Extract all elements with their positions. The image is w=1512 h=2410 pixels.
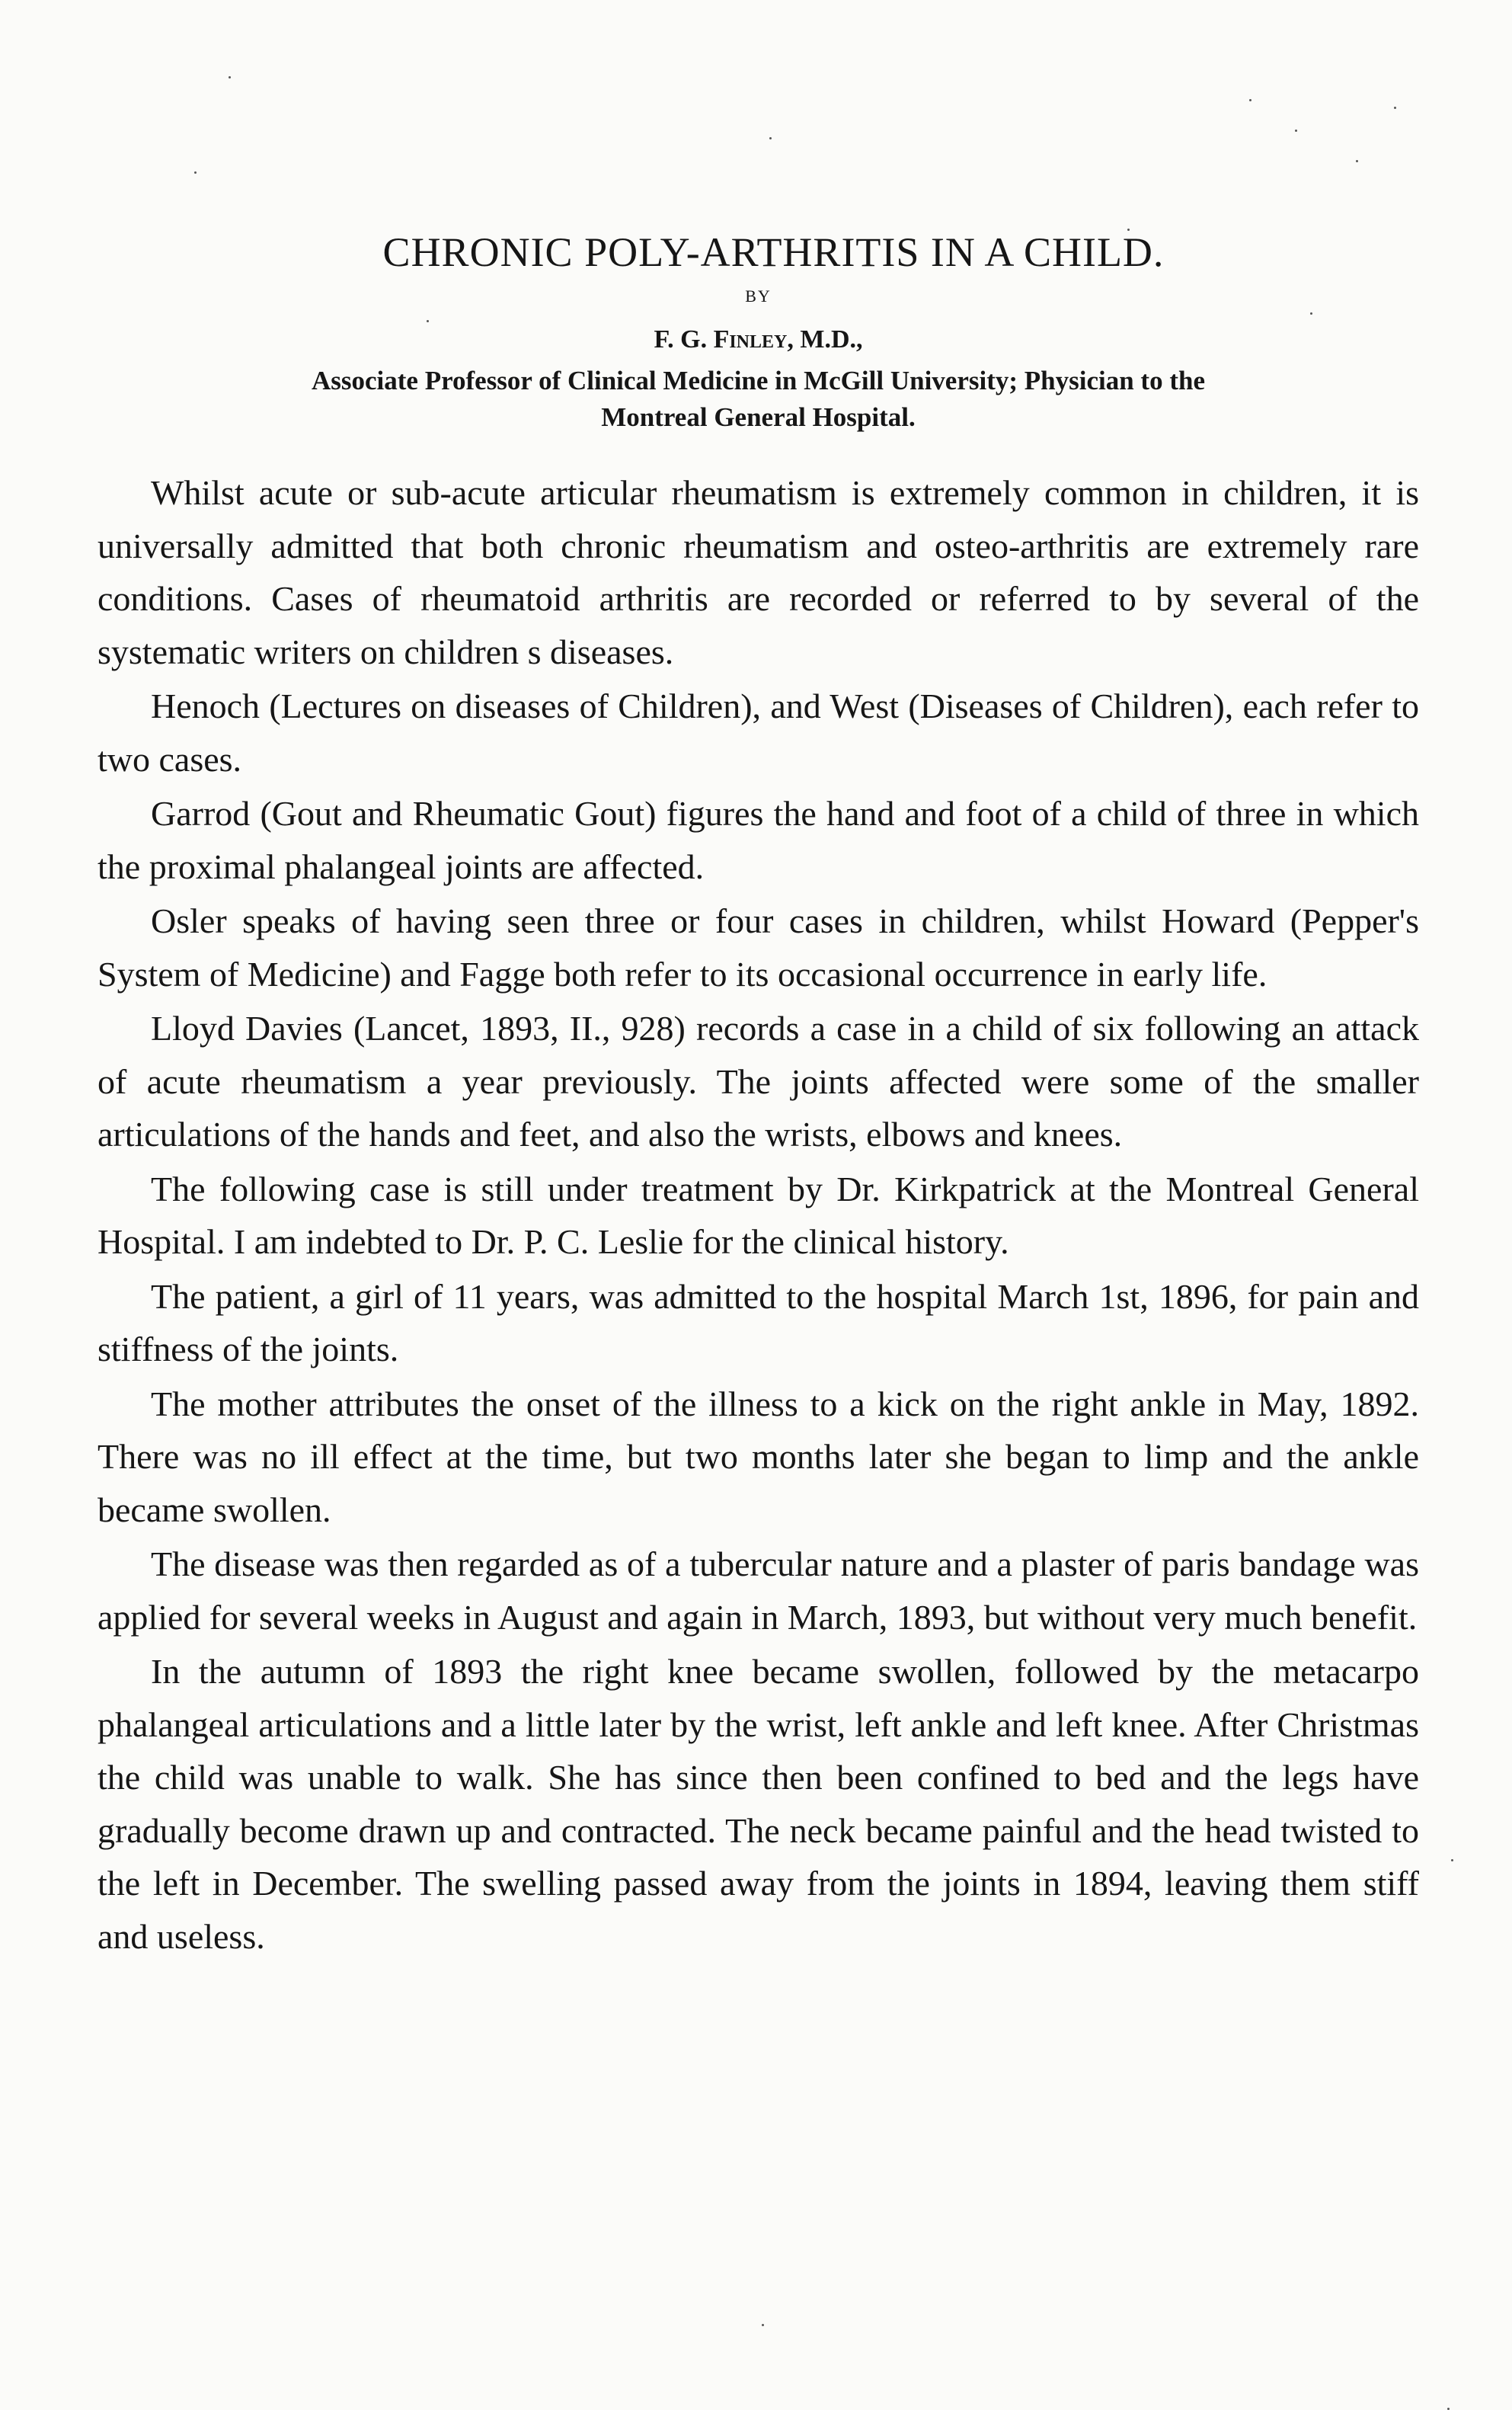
paragraph: The patient, a girl of 11 years, was admitted to the hospital March 1st, 1896, for pain and stiffness of the joints.	[97, 1276, 1419, 1368]
affiliation-line: Montreal General Hospital.	[601, 402, 916, 432]
paragraph: The mother attributes the onset of the illness to a kick on the right ankle in May, 1892. There was no ill effect at the time, but two months later she began to limp and the ankle became swollen.	[97, 1384, 1419, 1529]
paragraph: The following case is still under treatment by Dr. Kirkpatrick at the Montreal General Hospital. I am indebted to Dr. P. C. Leslie for the clinical history.	[97, 1169, 1419, 1261]
paragraph: In the autumn of 1893 the right knee became swollen, followed by the metacarpo phalangeal articulations and a little later by the wrist, left ankle and left knee. After Christmas the child was unable to walk. She has since then been confined to bed and the legs have gradually become drawn up and contracted. The neck became painful and the head twisted to the left in December. The swelling passed away from the joints in 1894, leaving them stiff and useless.	[97, 1652, 1419, 1956]
paragraph: Henoch (Lectures on diseases of Children), and West (Diseases of Children), each refer to two cases.	[97, 687, 1419, 779]
paragraph: The disease was then regarded as of a tubercular nature and a plaster of paris bandage was applied for several weeks in August and again in March, 1893, but without very much benefit.	[97, 1544, 1419, 1637]
article-body	[97, 466, 1419, 1963]
paragraph: Whilst acute or sub-acute articular rheumatism is extremely common in children, it is universally admitted that both chronic rheumatism and osteo-arthritis are extremely rare conditions. Cases of rheumatoid arthritis are recorded or referred to by several of the systematic writers on children s diseases.	[97, 473, 1419, 671]
author-affiliation	[97, 363, 1419, 436]
article-title: CHRONIC POLY-ARTHRITIS IN A CHILD.	[382, 229, 1165, 275]
affiliation-line: Associate Professor of Clinical Medicine in McGill University; Physician to the	[312, 366, 1205, 395]
byline-label: BY	[745, 286, 772, 306]
author-name: F. G. Finley, M.D.,	[654, 325, 863, 354]
paragraph: Osler speaks of having seen three or four cases in children, whilst Howard (Pepper's System of Medicine) and Fagge both refer to its occasional occurrence in early life.	[97, 901, 1419, 994]
paragraph: Lloyd Davies (Lancet, 1893, II., 928) records a case in a child of six following an attack of acute rheumatism a year previously. The joints affected were some of the smaller articulations of the hands and feet, and also the wrists, elbows and knees.	[97, 1009, 1419, 1154]
paragraph: Garrod (Gout and Rheumatic Gout) figures the hand and foot of a child of three in which the proximal phalangeal joints are affected.	[97, 794, 1419, 886]
document-page	[97, 229, 1419, 1964]
